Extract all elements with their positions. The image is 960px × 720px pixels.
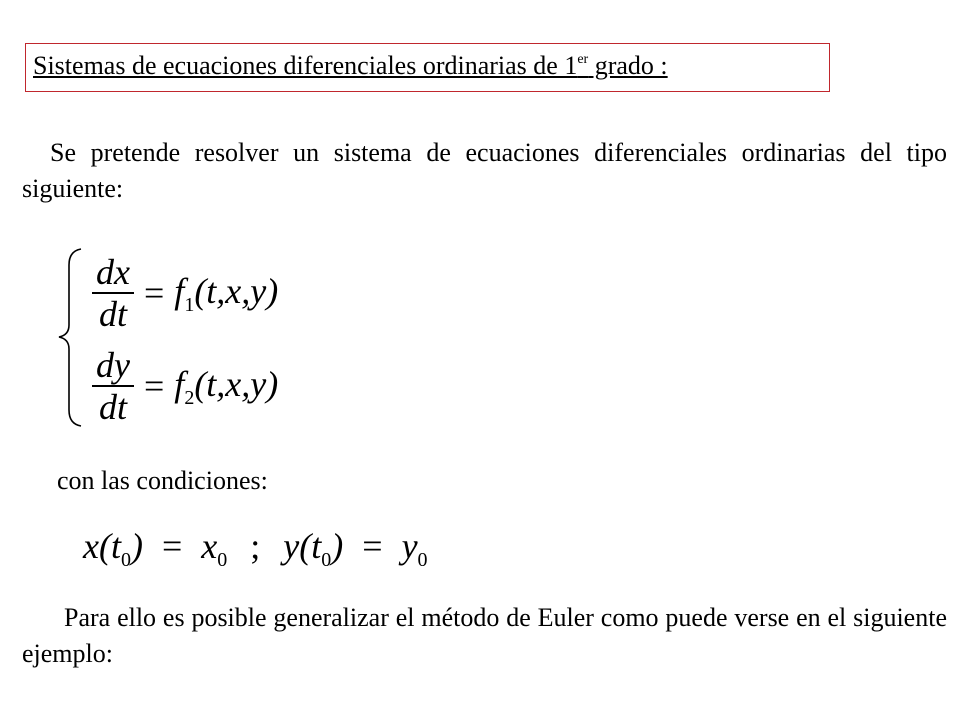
eq1-denominator: dt <box>98 294 127 334</box>
system-brace <box>55 245 85 430</box>
equation-2 <box>92 345 278 427</box>
eq2-denominator: dt <box>98 387 127 427</box>
eq2-equals: = <box>143 366 165 406</box>
initial-conditions: $x(t_0) = x_0$ ; $y(t_0) = y_0$ <box>83 526 428 571</box>
title-box <box>25 43 830 92</box>
title-superscript: er <box>577 52 589 67</box>
title-tail: grado : <box>588 51 668 80</box>
slide-title <box>33 51 668 81</box>
equation-1 <box>92 252 278 334</box>
title-main: Sistemas de ecuaciones diferenciales ordinarias de 1 <box>33 51 578 80</box>
conditions-label: con las condiciones: <box>57 466 268 495</box>
fraction-dy-dt <box>92 345 134 427</box>
outro-paragraph <box>22 600 947 672</box>
outro-text: Para ello es posible generalizar el método de Euler como puede verse en el siguiente ejemplo: <box>22 603 947 668</box>
eq1-numerator: dx <box>96 252 130 292</box>
intro-text: Se pretende resolver un sistema de ecuaciones diferenciales ordinarias del tipo siguiente: <box>22 138 947 203</box>
eq1-equals: = <box>143 273 165 313</box>
intro-paragraph <box>22 135 947 207</box>
eq1-rhs: $f_1(t,x,y)$ <box>174 270 279 316</box>
fraction-dx-dt <box>92 252 134 334</box>
eq2-numerator: dy <box>96 345 130 385</box>
eq2-rhs: $f_2(t,x,y)$ <box>174 363 279 409</box>
